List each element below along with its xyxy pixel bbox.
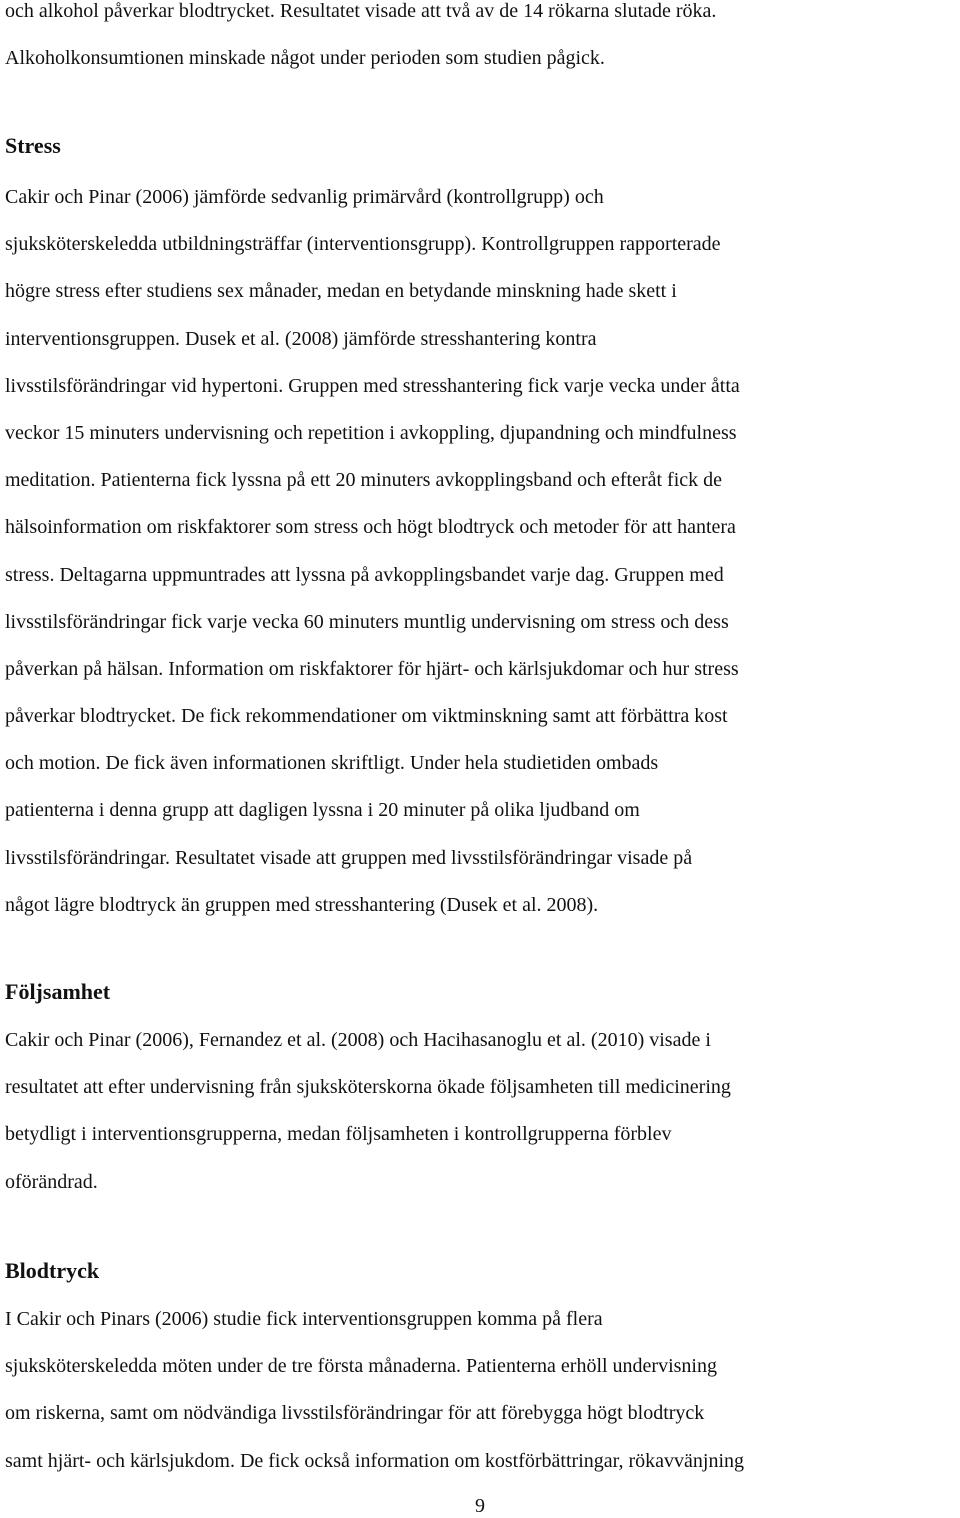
text-line: hälsoinformation om riskfaktorer som stress och högt blodtryck och metoder för att hantera [5,516,736,539]
text-line: oförändrad. [5,1170,98,1193]
text-line: meditation. Patienterna fick lyssna på ett 20 minuters avkopplingsband och efteråt fick de [5,469,723,492]
text-line: Cakir och Pinar (2006) jämförde sedvanlig primärvård (kontrollgrupp) och [5,186,604,208]
text-line: högre stress efter studiens sex månader, medan en betydande minskning hade skett i [5,280,677,303]
text-line: interventionsgruppen. Dusek et al. (2008) jämförde stresshantering kontra [5,327,597,350]
section-heading-foljsamhet: Följsamhet [5,979,111,1004]
text-line: stress. Deltagarna uppmuntrades att lyssna på avkopplingsbandet varje dag. Gruppen med [5,563,724,586]
stress-paragraph [5,174,740,929]
text-line: och motion. De fick även informationen skriftligt. Under hela studietiden ombads [5,752,659,775]
intro-paragraph [5,0,716,82]
text-line: I Cakir och Pinars (2006) studie fick interventionsgruppen komma på flera [5,1308,603,1330]
text-line: livsstilsförändringar fick varje vecka 60 minuters muntlig undervisning om stress och dess [5,610,729,633]
text-line: Cakir och Pinar (2006), Fernandez et al. (2008) och Hacihasanoglu et al. (2010) visade i [5,1029,711,1051]
text-line: sjuksköterskeledda möten under de tre första månaderna. Patienterna erhöll undervisning [5,1355,717,1378]
foljsamhet-paragraph [5,1017,731,1206]
text-line: och alkohol påverkar blodtrycket. Resultatet visade att två av de 14 rökarna slutade röka. [5,0,717,22]
text-line: samt hjärt- och kärlsjukdom. De fick också information om kostförbättringar, rökavvänjning [5,1449,745,1472]
section-heading-blodtryck: Blodtryck [5,1258,100,1283]
text-line: livsstilsförändringar. Resultatet visade att gruppen med livsstilsförändringar visade på [5,846,693,869]
text-line: betydligt i interventionsgrupperna, medan följsamheten i kontrollgrupperna förblev [5,1123,672,1146]
page-number: 9 [475,1495,485,1517]
text-line: resultatet att efter undervisning från sjuksköterskorna ökade följsamheten till medicinering [5,1076,731,1099]
text-line: påverkan på hälsan. Information om riskfaktorer för hjärt- och kärlsjukdomar och hur stress [5,657,739,680]
text-line: påverkar blodtrycket. De fick rekommendationer om viktminskning samt att förbättra kost [5,705,728,728]
blodtryck-paragraph [5,1296,744,1485]
section-heading-stress: Stress [5,133,61,158]
text-line: livsstilsförändringar vid hypertoni. Gruppen med stresshantering fick varje vecka under åtta [5,374,740,397]
text-line: något lägre blodtryck än gruppen med stresshantering (Dusek et al. 2008). [5,893,599,916]
text-line: om riskerna, samt om nödvändiga livsstilsförändringar för att förebygga högt blodtryck [5,1402,705,1425]
text-line: patienterna i denna grupp att dagligen lyssna i 20 minuter på olika ljudband om [5,799,640,822]
text-line: Alkoholkonsumtionen minskade något under perioden som studien pågick. [5,47,605,70]
text-line: veckor 15 minuters undervisning och repetition i avkoppling, djupandning och mindfulness [5,421,737,444]
text-line: sjuksköterskeledda utbildningsträffar (interventionsgrupp). Kontrollgruppen rapporterade [5,233,721,256]
